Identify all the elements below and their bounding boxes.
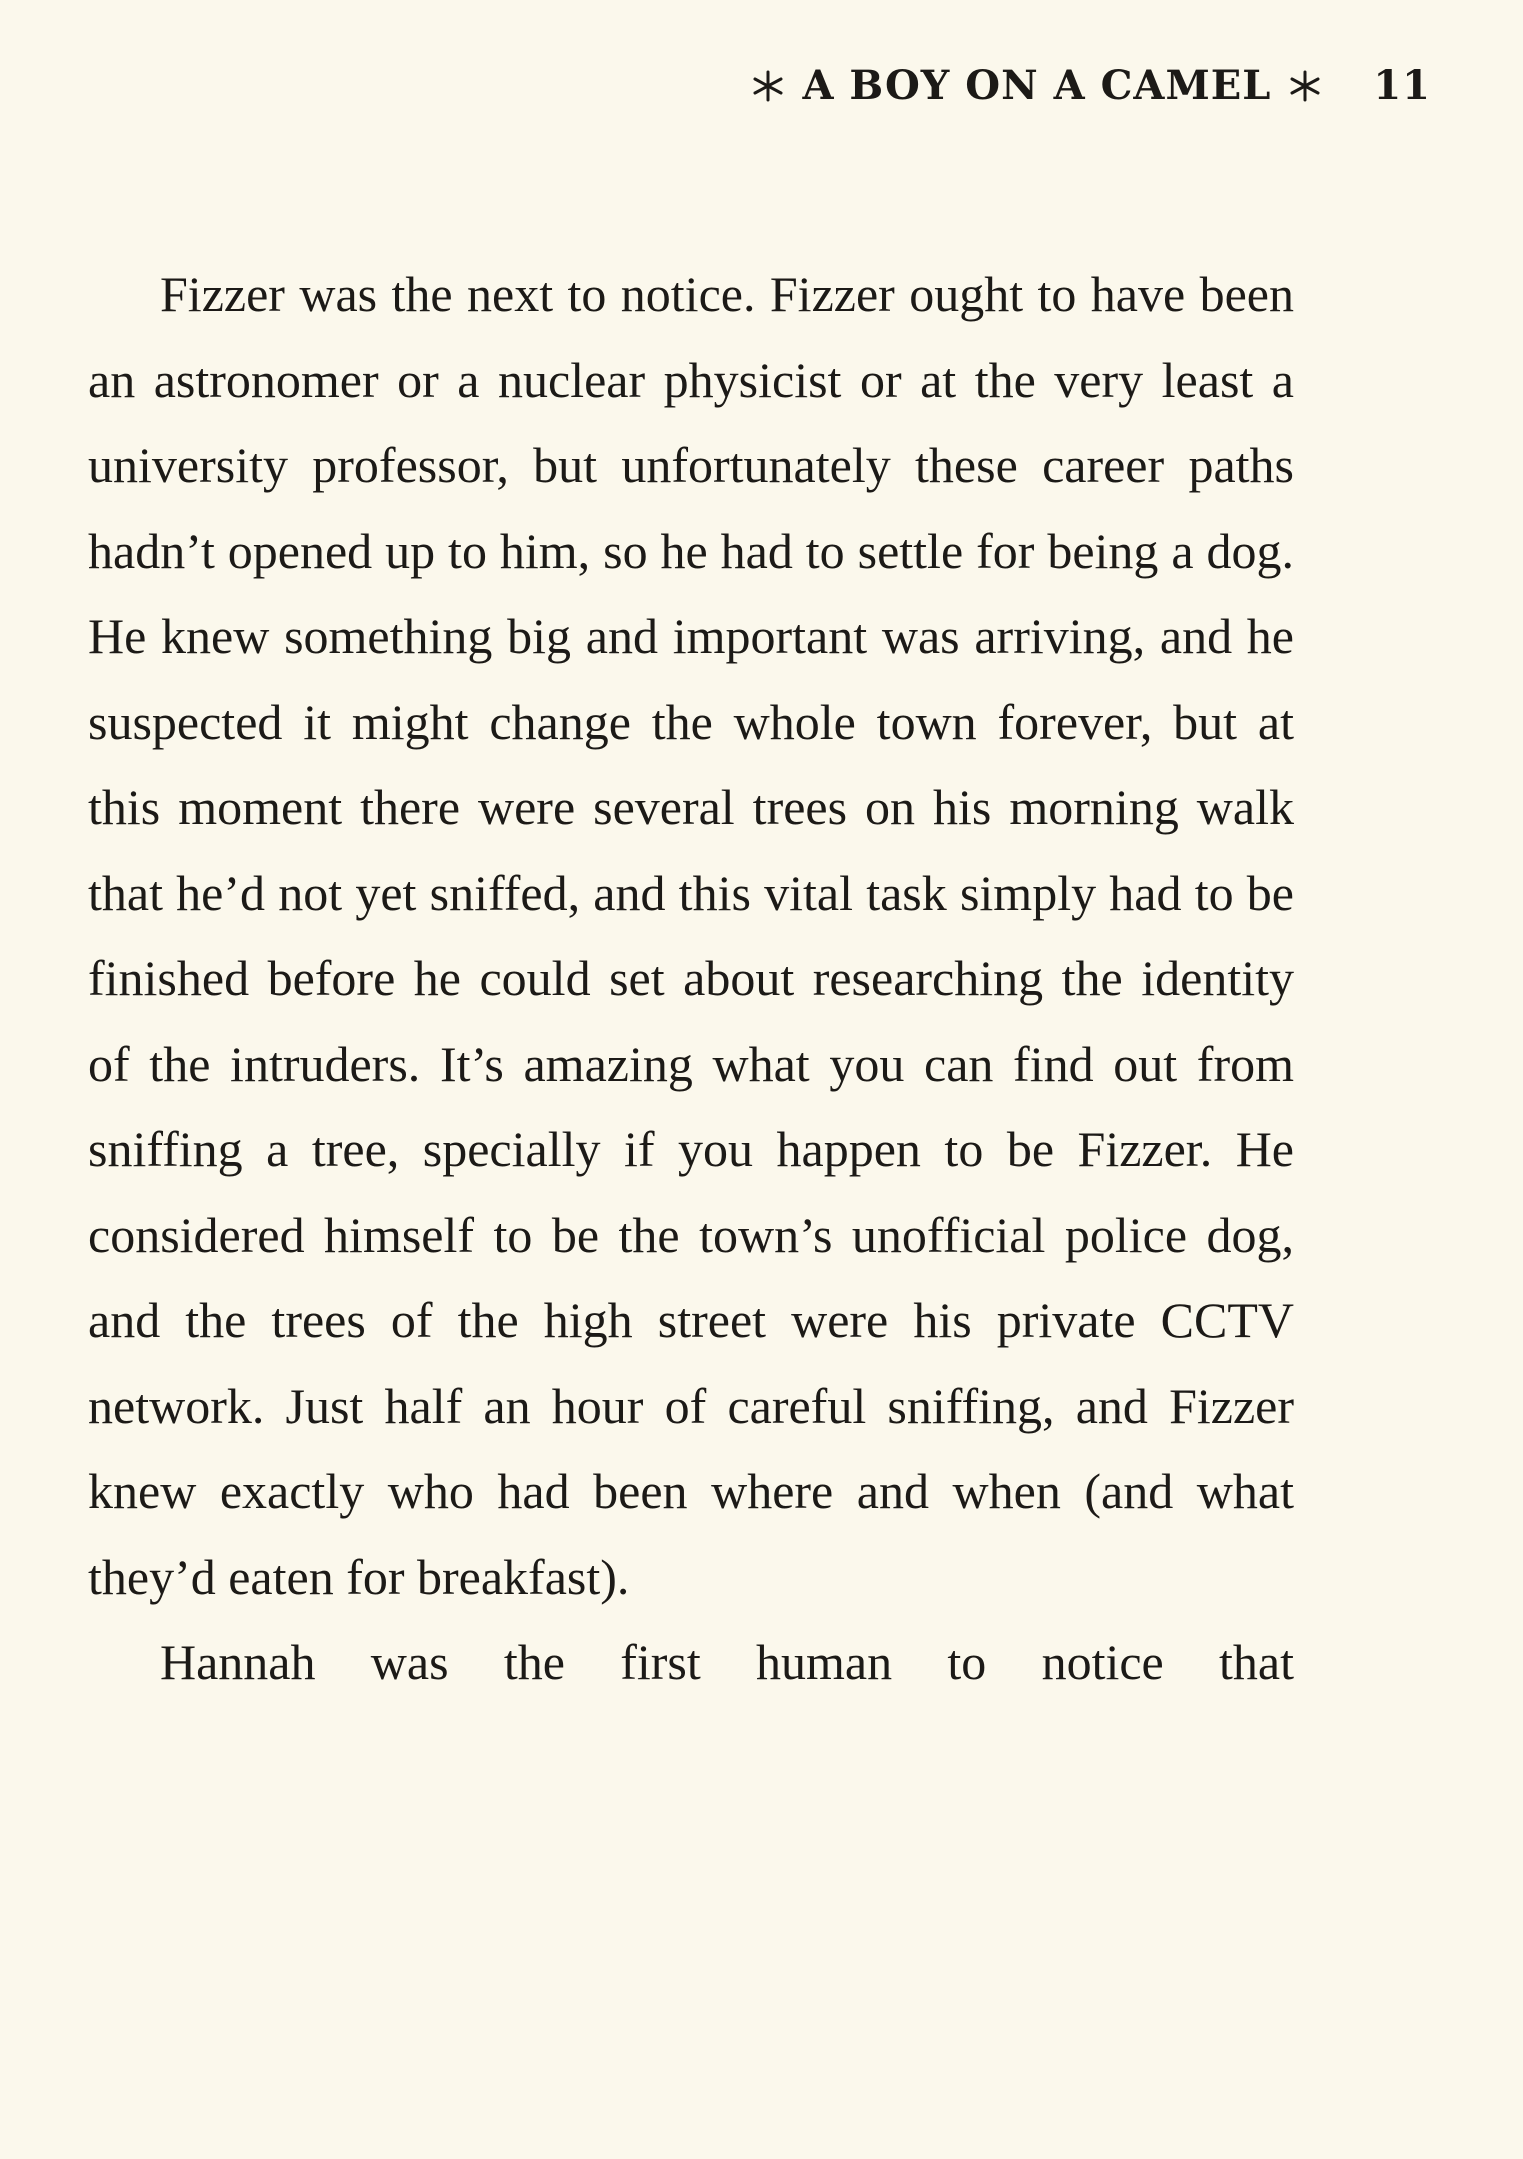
chapter-title-text: A BOY ON A CAMEL xyxy=(802,62,1272,109)
paragraph: Hannah was the first human to notice that xyxy=(160,1634,1294,1690)
paragraph: Fizzer was the next to notice. Fizzer ought to have been an astronomer or a nuclear physicist or at the very least a university professor, but unfortunately these career paths hadn’t opened up to him, so he had to settle for being a dog. He knew something big and important was arriving, and he suspected it might change the whole town forever, but at this moment there were several trees on his morning walk that he’d not yet sniffed, and this vital task simply had to be finished before he could set about researching the identity of the intruders. It’s amazing what you can find out from sniffing a tree, specially if you happen to be Fizzer. He considered himself to be the town’s unofficial police dog, and the trees of the high street were his private CCTV network. Just half an hour of careful sniffing, and Fizzer knew exactly who had been where and when (and what they’d eaten for breakfast). xyxy=(88,266,1294,1605)
running-head xyxy=(740,62,1431,109)
asterisk-ornament-icon xyxy=(748,66,788,106)
page-number: 11 xyxy=(1373,62,1431,109)
asterisk-ornament-icon xyxy=(1285,66,1325,106)
body-text xyxy=(88,252,1294,1706)
chapter-title xyxy=(740,62,1333,109)
